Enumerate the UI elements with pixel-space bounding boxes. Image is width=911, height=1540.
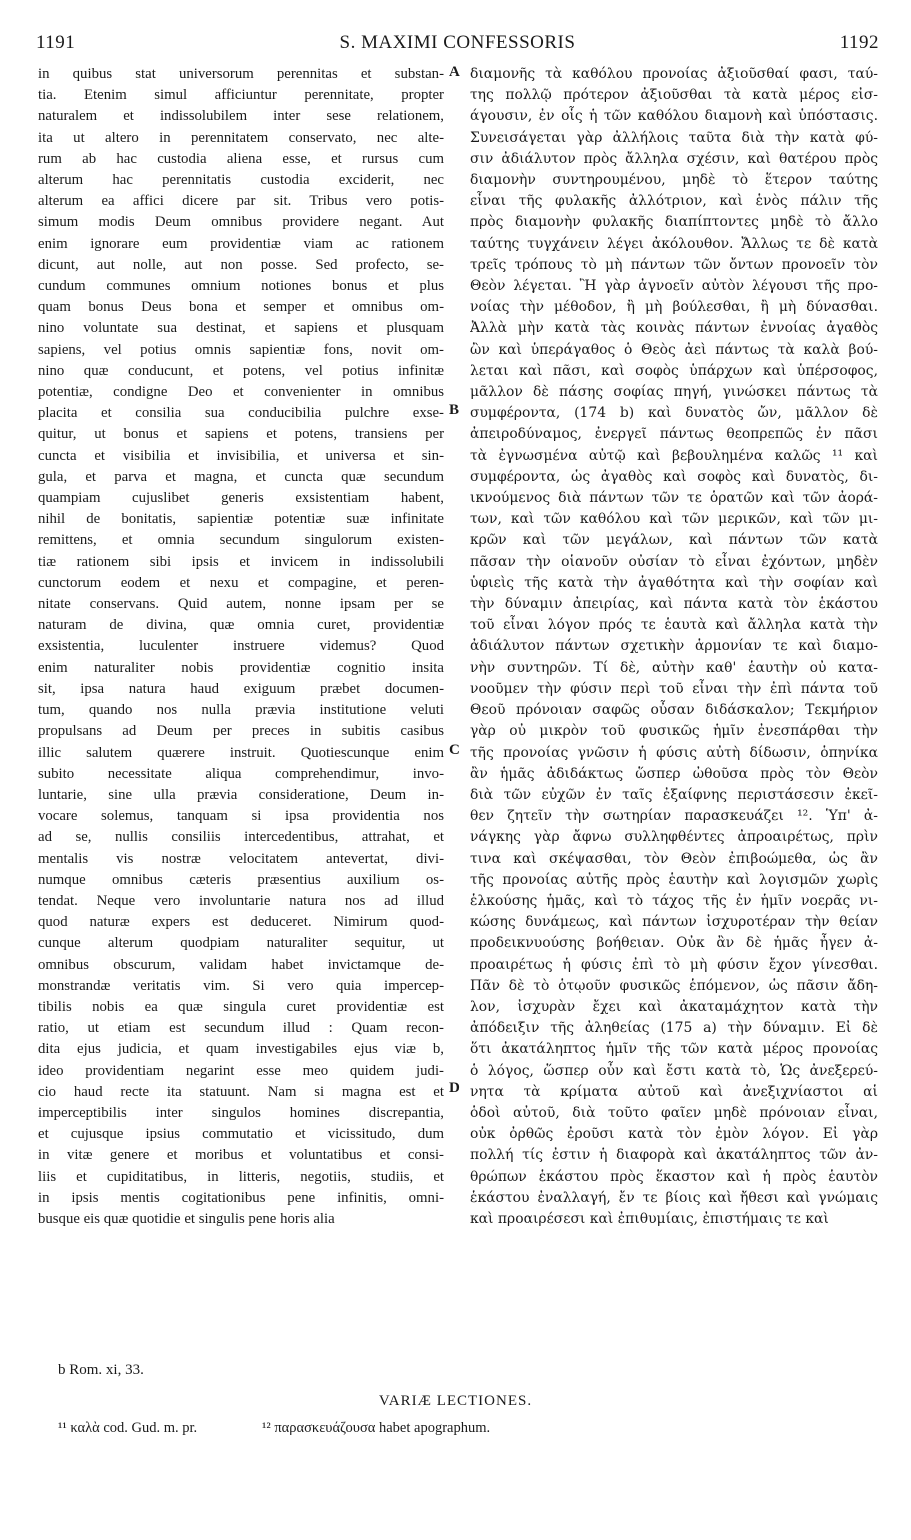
greek-text-line: Θεοῦ πρόνοιαν σαφῶς οὖσαν διδάσκαλον; Τεκμήριον <box>470 702 878 719</box>
latin-text-line: quam bonus Deus bona et semper et omnibus om- <box>38 299 444 316</box>
greek-text-line: τρεῖς τρόπους τὸ μὴ πάντων τῶν ὄντων προνοεῖν τὸν <box>470 256 878 273</box>
section-marker-a: A <box>449 64 460 80</box>
running-title: S. MAXIMI CONFESSORIS <box>339 32 576 53</box>
greek-text-line: ὅτι ἀκατάληπτος ἡμῖν τῆς τῶν κατὰ μέρος προνοίας <box>470 1041 878 1058</box>
latin-text-line: dita ejus judicia, et quam investigabiles ejus viæ b, <box>38 1041 444 1058</box>
footnote: b Rom. xi, 33. <box>58 1362 144 1378</box>
latin-text-line: remittens, et omnia secundum singulorum existen- <box>38 532 444 549</box>
latin-text-line: nitate conservans. Quid autem, nonne ipsam per se <box>38 596 444 613</box>
section-marker-c: C <box>449 742 460 758</box>
greek-text-line: καὶ προαιρέσεσι καὶ ἐπιθυμίαις, ἐπιστήμαις τε καὶ <box>470 1210 829 1227</box>
greek-text-line: πολλή τίς ἐστιν ἡ διαφορὰ καὶ ἀκατάληπτος τῶν ἀν- <box>470 1147 878 1164</box>
greek-text-line: Θεὸν λέγεται. Ἢ γὰρ ἀγνοεῖν αὐτὸν λέγουσι τῆς προ- <box>470 278 878 295</box>
latin-text-line: dicunt, aut nolle, aut non posse. Sed profecto, se- <box>38 256 444 273</box>
greek-text-line: των, καὶ τῶν καθόλου καὶ τῶν μερικῶν, καὶ τῶν μι- <box>470 511 878 528</box>
latin-text-line: ad se, nullis consiliis intercedentibus, attrahat, et <box>38 829 444 846</box>
latin-text-line: in vitæ genere et moribus et voluntatibus et consi- <box>38 1147 444 1164</box>
latin-text-line: alterum hac perennitatis custodia exciderit, nec <box>38 172 444 189</box>
latin-text-line: in ipsis mentis cogitationibus pene infinitis, omni- <box>38 1189 444 1206</box>
greek-text-line: τὴν δύναμιν ἀπειρίας, καὶ πάντα κατὰ τὸν ἑκάστου <box>470 596 878 613</box>
greek-text-line: μᾶλλον δὲ πάσης σοφίας πηγή, γινώσκει πάντως τὰ <box>470 384 878 401</box>
latin-text-line: naturalem et indissolubilem inter sese relationem, <box>38 108 444 125</box>
latin-text-line: nino quæ conducunt, et potens, vel potius infinitæ <box>38 362 444 379</box>
greek-text-line: λον, ἰσχυρὰν ἔχει καὶ ἀκαταμάχητον κατὰ τὴν <box>470 998 878 1015</box>
latin-text-line: alterum ea affici dicere par sit. Tribus vero potis- <box>38 193 444 210</box>
page-header <box>36 32 879 66</box>
greek-text-line: διαμονῆς τὰ καθόλου προνοίας ἀξιοῦσθαί φασι, ταύ- <box>470 66 878 82</box>
greek-text-line: τῆς προνοίας αὐτῆς πρὸς ἑαυτὴν καὶ λογισμῶν χωρὶς <box>470 871 878 888</box>
greek-text-line: συμφέροντα, (174 b) καὶ δυνατὸς ὤν, μᾶλλον δὲ <box>470 405 878 422</box>
greek-text-line: θρώπων ἑκάστου πρὸς ἕκαστον καὶ ἡ πρὸς ἑαυτὸν <box>470 1168 878 1185</box>
page-number-right: 1192 <box>839 32 879 53</box>
latin-text-line: imperceptibilis inter singulos homines discrepantia, <box>38 1104 444 1121</box>
greek-text-line: άγουσιν, ἐν οἷς ἡ τῶν καθόλου διαμονὴ καὶ ὑπόστασις. <box>470 108 878 125</box>
greek-text-line: πᾶσαν τὴν οἱανοῦν οὐσίαν τὸ εἶναι ἐχόντων, μηδὲν <box>470 553 878 570</box>
greek-text-line: προαιρέτως ἡ φύσις ἐπὶ τὸ μὴ φύσιν ἔχον γίνεσθαι. <box>470 956 878 973</box>
latin-text-line: ita ut altero in perennitatem conservato, nec alte- <box>38 129 444 146</box>
latin-text-line: exsistentia, luculenter instruere videmus? Quod <box>38 638 444 655</box>
greek-text-line: Ἀλλὰ μὴν κατὰ τὰς κοινὰς πάντων ἐννοίας ἀγαθὸς <box>470 320 878 337</box>
greek-text-line: γὰρ οὐ μικρὸν τοῦ φυσικῶς ἡμῖν ἐνεσπάρθαι τὴν <box>470 723 878 740</box>
greek-text-line: ταύτης τυγχάνειν λέγει ἀκόλουθον. Ἄλλως τε δὲ κατὰ <box>470 235 878 252</box>
variae-lectiones-title: VARIÆ LECTIONES. <box>378 1393 533 1409</box>
section-marker-d: D <box>449 1080 460 1096</box>
greek-text-line: διὰ τῶν εὐχῶν ἐν ταῖς ἐξαίφνης περιστάσεσιν ἐκεῖ- <box>470 786 878 803</box>
greek-text-line: κώσης δυνάμεως, καὶ πάντων ἰσχυροτέραν τὴν θείαν <box>470 914 878 931</box>
greek-text-line: νάγκης γὰρ ἄφνω συλληφθέντες ἀπροαιρέτως, πρὶν <box>470 829 878 846</box>
latin-text-line: busque eis quæ quotidie et singulis pene horis alia <box>38 1210 335 1227</box>
latin-text-line: mentalis vis nostræ velocitatem antevertat, divi- <box>38 850 444 867</box>
latin-column <box>38 64 444 1230</box>
greek-text-line: νοίας τὴν μέθοδον, ἢ μὴ βούλεσθαι, ἢ μὴ δύνασθαι. <box>470 299 878 316</box>
greek-text-line: Πᾶν δὲ τὸ ὁτῳοῦν φυσικῶς ἑπόμενον, ὡς πᾶσιν ἄδη- <box>470 977 878 994</box>
latin-text-line: enim naturaliter nobis providentiæ cognitio insita <box>38 659 444 676</box>
greek-text-line: θεν ζητεῖν τὴν σωτηρίαν παρασκευάζει ¹². Ὑπ' ἀ- <box>470 808 878 825</box>
greek-text-line: ἀδιάλυτον πάντων σχετικὴν ἁρμονίαν τε καὶ διαμο- <box>470 638 878 655</box>
greek-text-line: ἀπειροδύναμος, ἐνεργεῖ πάντως θεοπρεπῶς ἐν πᾶσι <box>470 426 878 443</box>
greek-text-line: διαμονὴν συντηρουμένου, μηδὲ τὸ ἕτερον ταύτης <box>470 172 878 189</box>
latin-text-line: cunque alterum quodpiam naturaliter sequitur, ut <box>38 935 444 952</box>
latin-text-line: ideo providentiam negarint esse meo quidem judi- <box>38 1062 444 1079</box>
greek-text-line: ὁ λόγος, ὥσπερ οὖν καὶ ἔστι κατὰ τὸ, Ὡς ἀνεξερεύ- <box>470 1062 878 1079</box>
greek-text-line: πρὸς διαμονὴν φυλακῆς διαπίπτοντες μηδὲ τὸ ἄλλο <box>470 214 878 231</box>
latin-text-line: tendat. Neque vero involuntarie natura nos ad illud <box>38 892 444 909</box>
page-number-left: 1191 <box>36 32 76 53</box>
latin-text-line: nihil de bonitatis, sapientiæ potentiæ suæ infinitate <box>38 511 444 528</box>
latin-text-line: nino voluntate sua destinat, et sapiens et plusquam <box>38 320 444 337</box>
latin-text-line: quampiam cujuslibet generis exsistentiam habent, <box>38 490 444 507</box>
latin-text-line: naturam de divina, quæ omnia curet, providentiæ <box>38 617 444 634</box>
greek-text-line: Συνεισάγεται γὰρ ἀλλήλοις ταῦτα διὰ τὴν κατὰ φύ- <box>470 129 878 146</box>
latin-text-line: sit, ipsa natura haud exiguum præbet documen- <box>38 680 444 697</box>
latin-text-line: tiæ rationem sibi ipsis et invicem in indissolubili <box>38 553 444 570</box>
greek-text-line: ἀπόδειξιν τῆς ἀληθείας (175 a) τὴν δύναμιν. Εἰ δὲ <box>470 1020 878 1037</box>
variant-reading-11: ¹¹ καλὰ cod. Gud. m. pr. <box>58 1420 198 1436</box>
greek-text-line: ὑφιεὶς τῆς κατὰ τὴν ἀγαθότητα καὶ τὴν σοφίαν καὶ <box>470 574 878 591</box>
latin-text-line: tia. Etenim simul afficiuntur perennitate, propter <box>38 87 444 104</box>
latin-text-line: gula, et parva et magna, et cuncta quæ secundum <box>38 468 444 485</box>
greek-text-line: ἂν ἡμᾶς ἀδιδάκτως ὥσπερ ὠθοῦσα πρὸς τὸν Θεὸν <box>470 765 878 782</box>
latin-text-line: omnibus obscurum, validam habet invictamque de- <box>38 956 444 973</box>
greek-text-line: ἑκάστου ἐναλλαγή, ἔν τε βίοις καὶ ἤθεσι καὶ γνώμαις <box>470 1189 878 1206</box>
latin-text-line: cio haud recte ita statuunt. Nam si magna est et <box>38 1083 444 1100</box>
latin-text-line: cuncta et visibilia et invisibilia, et universa et sin- <box>38 447 444 464</box>
latin-text-line: tum, quando nos nulla prævia institutione veluti <box>38 702 444 719</box>
latin-text-line: in quibus stat universorum perennitas et substan- <box>38 66 444 82</box>
latin-text-line: propulsans ad Deum per preces in subitis casibus <box>38 723 444 740</box>
greek-text-line: συμφέροντα, ὡς ἀγαθὸς καὶ σοφὸς καὶ δυνατὸς, δι- <box>470 468 878 485</box>
greek-text-line: τῆς προνοίας γνῶσιν ἡ φύσις αὐτὴ δίδωσιν, ὁπηνίκα <box>470 744 878 761</box>
latin-text-line: rum ab hac custodia aliena esse, et rursus cum <box>38 150 444 167</box>
latin-text-line: tibilis nobis ea quæ singula curet providentiæ est <box>38 998 444 1015</box>
latin-text-line: placita et consilia sua conducibilia pulchre exse- <box>38 405 444 422</box>
latin-text-line: simum modis Deum omnibus providere negant. Aut <box>38 214 444 231</box>
greek-text-line: ἑλκούσης ἡμᾶς, καὶ τὸ τάχος τῆς ἐν ἡμῖν νοερᾶς νι- <box>470 892 878 909</box>
latin-text-line: cundum communes omnium notiones bonus et plus <box>38 278 444 295</box>
latin-text-line: cunctorum eodem et nexu et compagine, et peren- <box>38 574 444 591</box>
greek-text-line: οὐκ ὀρθῶς ἐροῦσι κατὰ τὸν ἐμὸν λόγον. Εἰ γὰρ <box>470 1126 878 1143</box>
greek-text-line: τὰ ἐγνωσμένα αὐτῷ καὶ βεβουλημένα καλῶς ¹¹ καὶ <box>470 447 878 464</box>
section-marker-b: B <box>449 402 460 418</box>
latin-text-line: illic salutem quærere instruit. Quotiescunque enim <box>38 744 444 761</box>
latin-text-line: quitur, ut bonus et sapiens et potens, transiens per <box>38 426 444 443</box>
latin-text-line: potentiæ, condigne Deo et convenienter in omnibus <box>38 384 444 401</box>
latin-text-line: enim ignorare eum providentiæ viam ac rationem <box>38 235 444 252</box>
greek-text-line: λεται καὶ πᾶσι, καὶ σοφὸς ὑπάρχων καὶ ὑπέρσοφος, <box>470 362 878 379</box>
greek-text-line: τινα καὶ σκέψασθαι, τὸν Θεὸν ἐπιβοώμεθα, ὡς ἂν <box>470 850 878 867</box>
greek-text-line: ικνούμενος διὰ πάντων τῶν τε ὁρατῶν καὶ τῶν ἀορά- <box>470 490 878 507</box>
greek-text-line: ὁδοὶ αὐτοῦ, διὰ τοῦτο φαῖεν μηδὲ πρόνοιαν εἶναι, <box>470 1104 878 1121</box>
latin-text-line: sapiens, vel potius omnis sapientiæ fons, novit om- <box>38 341 444 358</box>
variant-reading-12: ¹² παρασκευάζουσα habet apographum. <box>262 1420 491 1436</box>
greek-text-line: νοοῦμεν τὴν φύσιν περὶ τοῦ εἶναι τὴν ἐπὶ πάντα τοῦ <box>470 680 878 697</box>
latin-text-line: subito necessitate aliqua comprehendimur, invo- <box>38 765 444 782</box>
greek-text-line: κρῶν καὶ τῶν μεγάλων, καὶ πάντων τῶν κατὰ <box>470 532 878 549</box>
greek-text-line: της πολλῷ πρότερον ἀξιοῦσθαι τὰ κατὰ μέρος εἰσ- <box>470 87 878 104</box>
latin-text-line: et cujusque ipsius commutatio et vicissitudo, dum <box>38 1126 444 1143</box>
latin-text-line: liis et cupiditatibus, in litteris, negotiis, studiis, et <box>38 1168 444 1185</box>
latin-text-line: ratio, ut etiam est secundum illud : Quam recon- <box>38 1020 444 1037</box>
latin-text-line: luntarie, sine ulla prævia consideratione, Deum in- <box>38 786 444 803</box>
greek-text-line: προδεικνυούσης βοήθειαν. Οὐκ ἂν δὲ ἡμᾶς ἦγεν ἀ- <box>470 935 878 952</box>
latin-text-line: numque omnibus cæteris præsentius auxilium os- <box>38 871 444 888</box>
greek-text-line: ὢν καὶ ὑπεράγαθος ὁ Θεὸς ἀεὶ πάντως τὰ καλὰ βού- <box>470 341 878 358</box>
latin-text-line: vocare solemus, tanquam si ipsa providentia nos <box>38 808 444 825</box>
latin-text-line: quod naturæ expers est deduceret. Nimirum quod- <box>38 914 444 931</box>
greek-text-line: νὴν συντηρῶν. Τί δὲ, αὐτὴν καθ' ἑαυτὴν οὐ κατα- <box>470 659 878 676</box>
latin-text-line: monstrandæ veritatis vim. Si vero quia impercep- <box>38 977 444 994</box>
greek-text-line: σιν ἀδιάλυτον πρὸς ἄλληλα σχέσιν, καὶ θατέρου πρὸς <box>470 150 878 167</box>
greek-text-line: νητα τὰ κρίματα αὐτοῦ καὶ ἀνεξιχνίαστοι αἱ <box>470 1083 878 1100</box>
greek-column <box>470 64 878 1230</box>
greek-text-line: τοῦ εἶναι λόγον πρός τε ἑαυτὰ καὶ ἄλληλα κατὰ τὴν <box>470 617 878 634</box>
greek-text-line: εἶναι τῆς φυλακῆς ἀλλότριον, καὶ ἑνὸς πάλιν τῆς <box>470 193 878 210</box>
